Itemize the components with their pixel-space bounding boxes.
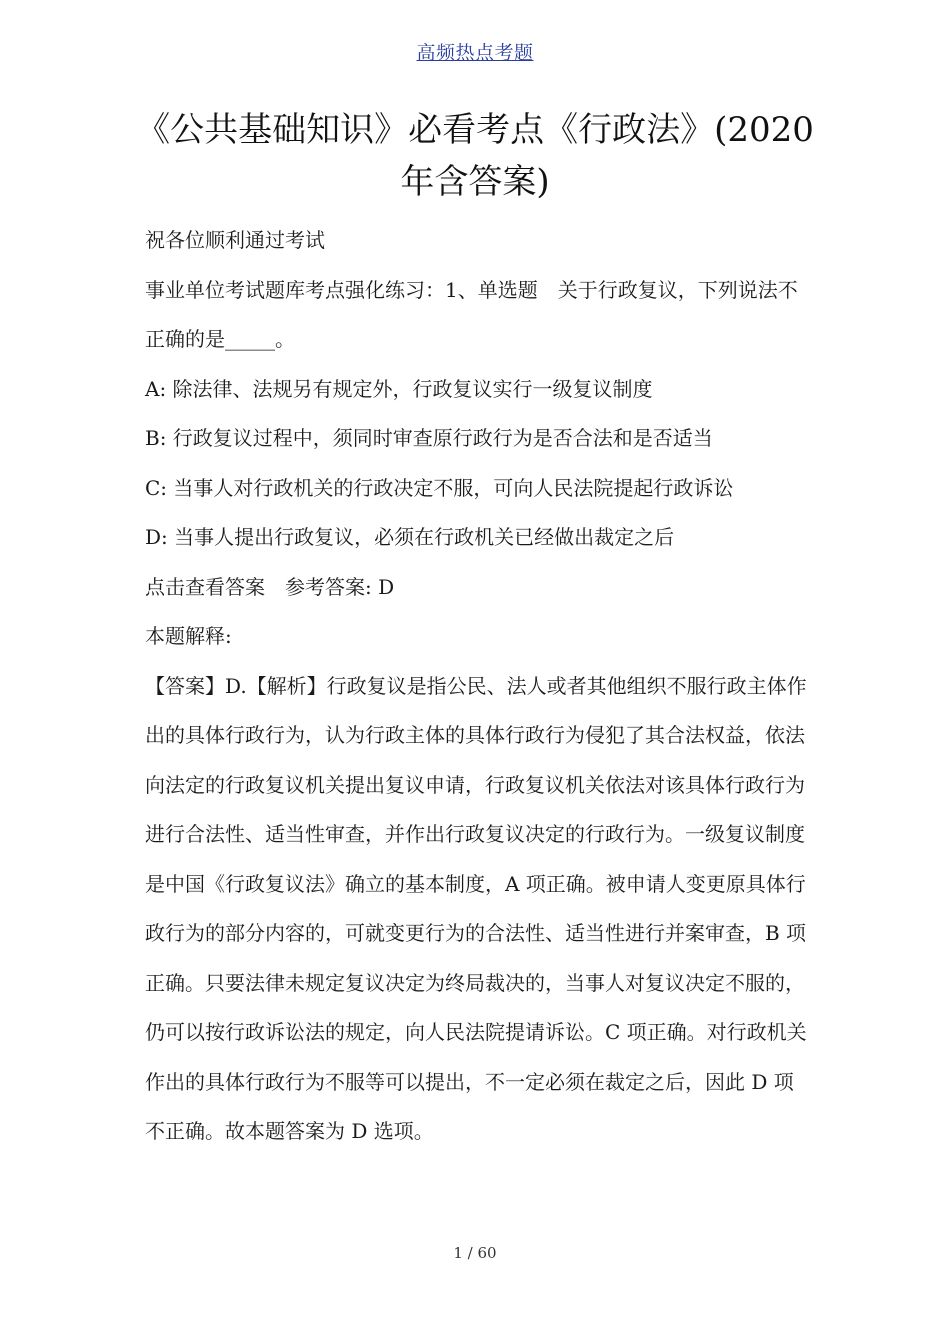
document-title: 《公共基础知识》必看考点《行政法》(2020年含答案) — [136, 110, 814, 202]
option-d: D: 当事人提出行政复议，必须在行政机关已经做出裁定之后 — [145, 525, 675, 549]
explanation-text: 【答案】D.【解析】行政复议是指公民、法人或者其他组织不服行政主体作出的具体行政行为，认为行政主体的具体行政行为侵犯了其合法权益，依法向法定的行政复议机关提出复议申请，行政复议机关依法对该具体行政行为进行合法性、适当性审查，并作出行政复议决定的行政行为。一级复议制度是中国《行政复议法》确立的基本制度，A 项正确。被申请人变更原具体行政行为的部分内容的，可就变更行为的合法性、适当性进行并案审查，B 项正确。只要法律未规定复议决定为终局裁决的，当事人对复议决定不服的，仍可以按行政诉讼法的规定，向人民法院提请诉讼。C 项正确。对行政机关作出的具体行政行为不服等可以提出，不一定必须在裁定之后，因此 D 项不正确。故本题答案为 D 选项。 — [145, 673, 807, 1143]
page-number: 1 / 60 — [453, 1244, 497, 1262]
document-body — [145, 216, 813, 1157]
header-hot-topics-link[interactable]: 高频热点考题 — [416, 42, 534, 64]
answer-line[interactable]: 点击查看答案 参考答案: D — [145, 574, 395, 599]
option-c: C: 当事人对行政机关的行政决定不服，可向人民法院提起行政诉讼 — [145, 475, 734, 500]
option-b: B: 行政复议过程中，须同时审查原行政行为是否合法和是否适当 — [145, 426, 713, 450]
question-text: 事业单位考试题库考点强化练习：1、单选题 关于行政复议，下列说法不正确的是_____。 — [145, 277, 798, 351]
option-a: A: 除法律、法规另有规定外，行政复议实行一级复议制度 — [145, 376, 653, 401]
explanation-label: 本题解释: — [145, 624, 232, 648]
greeting-text: 祝各位顺利通过考试 — [145, 228, 325, 252]
